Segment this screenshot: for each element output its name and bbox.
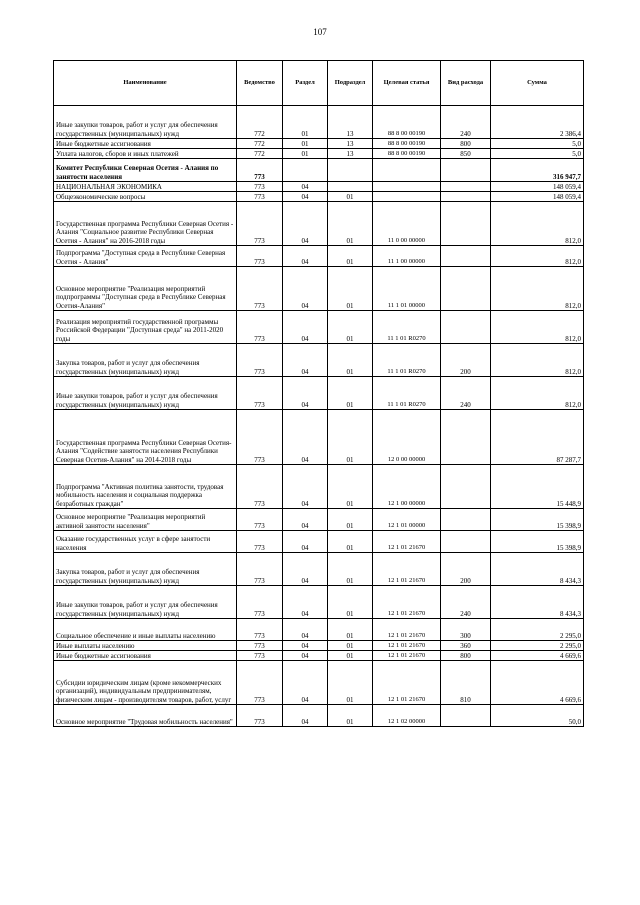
row-article-cell: 11 1 01 R0270 xyxy=(373,344,441,377)
row-sum-cell: 2 295,0 xyxy=(491,641,584,651)
row-expense-type-cell xyxy=(441,159,491,182)
row-department-cell: 773 xyxy=(237,267,283,311)
row-section-cell xyxy=(283,159,328,182)
row-article-cell: 88 8 00 00190 xyxy=(373,139,441,149)
row-section-cell: 04 xyxy=(283,531,328,553)
row-sum-cell: 5,0 xyxy=(491,139,584,149)
row-sum-cell: 15 448,9 xyxy=(491,465,584,509)
row-expense-type-cell: 240 xyxy=(441,106,491,139)
row-section-cell: 04 xyxy=(283,553,328,586)
row-expense-type-cell: 800 xyxy=(441,139,491,149)
row-section-cell: 04 xyxy=(283,192,328,202)
row-article-cell: 11 0 00 00000 xyxy=(373,202,441,246)
row-article-cell: 11 1 01 00000 xyxy=(373,267,441,311)
row-article-cell: 11 1 01 R0270 xyxy=(373,311,441,344)
row-subsection-cell: 01 xyxy=(328,344,373,377)
row-expense-type-cell: 800 xyxy=(441,651,491,661)
table-row xyxy=(54,586,584,619)
table-row xyxy=(54,410,584,465)
row-sum-cell: 2 295,0 xyxy=(491,619,584,641)
row-expense-type-cell: 300 xyxy=(441,619,491,641)
table-row xyxy=(54,553,584,586)
row-sum-cell: 812,0 xyxy=(491,377,584,410)
row-name-cell: Иные бюджетные ассигнования xyxy=(54,139,237,149)
row-department-cell: 773 xyxy=(237,586,283,619)
row-expense-type-cell xyxy=(441,311,491,344)
row-name-cell: Основное мероприятие "Реализация мероприятий подпрограммы "Доступная среда в Республике Северная Осетия-Алания" xyxy=(54,267,237,311)
table-row xyxy=(54,705,584,727)
row-name-cell: Государственная программа Республики Северная Осетия-Алания "Содействие занятости населения Республики Северная Осетия-Алания" на 2014-2018 годы xyxy=(54,410,237,465)
row-subsection-cell xyxy=(328,182,373,192)
row-department-cell: 773 xyxy=(237,465,283,509)
table-row xyxy=(54,246,584,267)
row-sum-cell: 812,0 xyxy=(491,267,584,311)
row-sum-cell: 4 669,6 xyxy=(491,661,584,705)
row-sum-cell: 148 059,4 xyxy=(491,182,584,192)
row-expense-type-cell xyxy=(441,267,491,311)
row-expense-type-cell xyxy=(441,465,491,509)
row-sum-cell: 148 059,4 xyxy=(491,192,584,202)
row-subsection-cell: 01 xyxy=(328,509,373,531)
row-section-cell: 04 xyxy=(283,202,328,246)
row-sum-cell: 812,0 xyxy=(491,202,584,246)
row-name-cell: Закупка товаров, работ и услуг для обеспечения государственных (муниципальных) нужд xyxy=(54,344,237,377)
row-article-cell: 12 1 01 21670 xyxy=(373,531,441,553)
row-department-cell: 773 xyxy=(237,553,283,586)
row-section-cell: 01 xyxy=(283,139,328,149)
row-department-cell: 773 xyxy=(237,531,283,553)
row-department-cell: 773 xyxy=(237,344,283,377)
row-subsection-cell: 01 xyxy=(328,202,373,246)
row-name-cell: Государственная программа Республики Северная Осетия - Алания "Социальное развитие Республики Северная Осетия - Алания" на 2016-2018 годы xyxy=(54,202,237,246)
table-row xyxy=(54,149,584,159)
row-department-cell: 772 xyxy=(237,149,283,159)
row-subsection-cell: 01 xyxy=(328,661,373,705)
row-expense-type-cell xyxy=(441,509,491,531)
row-section-cell: 01 xyxy=(283,149,328,159)
row-subsection-cell: 01 xyxy=(328,267,373,311)
header-name: Наименование xyxy=(54,61,237,106)
header-department: Ведомство xyxy=(237,61,283,106)
row-expense-type-cell: 240 xyxy=(441,377,491,410)
table-header-row xyxy=(54,61,584,106)
row-name-cell: Социальное обеспечение и иные выплаты населению xyxy=(54,619,237,641)
table-row xyxy=(54,311,584,344)
row-name-cell: НАЦИОНАЛЬНАЯ ЭКОНОМИКА xyxy=(54,182,237,192)
row-article-cell xyxy=(373,159,441,182)
row-department-cell: 773 xyxy=(237,311,283,344)
row-name-cell: Иные выплаты населению xyxy=(54,641,237,651)
table-row xyxy=(54,202,584,246)
header-expense-type: Вид расхода xyxy=(441,61,491,106)
header-section: Раздел xyxy=(283,61,328,106)
table-row xyxy=(54,192,584,202)
row-subsection-cell: 01 xyxy=(328,410,373,465)
row-subsection-cell: 13 xyxy=(328,149,373,159)
row-department-cell: 773 xyxy=(237,202,283,246)
row-subsection-cell: 01 xyxy=(328,641,373,651)
row-department-cell: 773 xyxy=(237,509,283,531)
row-sum-cell: 4 669,6 xyxy=(491,651,584,661)
table-row xyxy=(54,509,584,531)
row-department-cell: 773 xyxy=(237,246,283,267)
row-name-cell: Подпрограмма "Активная политика занятости, трудовая мобильность населения и социальная поддержка безработных граждан" xyxy=(54,465,237,509)
row-department-cell: 773 xyxy=(237,641,283,651)
row-expense-type-cell: 200 xyxy=(441,344,491,377)
row-section-cell: 04 xyxy=(283,377,328,410)
row-subsection-cell: 01 xyxy=(328,586,373,619)
row-subsection-cell: 13 xyxy=(328,139,373,149)
row-name-cell: Основное мероприятие "Трудовая мобильность населения" xyxy=(54,705,237,727)
row-sum-cell: 8 434,3 xyxy=(491,553,584,586)
row-sum-cell: 50,0 xyxy=(491,705,584,727)
row-article-cell: 12 1 01 21670 xyxy=(373,619,441,641)
row-article-cell: 12 1 01 21670 xyxy=(373,641,441,651)
row-department-cell: 773 xyxy=(237,377,283,410)
row-subsection-cell: 01 xyxy=(328,465,373,509)
row-department-cell: 773 xyxy=(237,182,283,192)
row-sum-cell: 2 386,4 xyxy=(491,106,584,139)
table-row xyxy=(54,619,584,641)
row-section-cell: 04 xyxy=(283,509,328,531)
table-row xyxy=(54,661,584,705)
header-subsection: Подраздел xyxy=(328,61,373,106)
row-subsection-cell: 01 xyxy=(328,553,373,586)
page-number: 107 xyxy=(313,27,327,37)
row-subsection-cell: 01 xyxy=(328,311,373,344)
row-expense-type-cell xyxy=(441,410,491,465)
table-row xyxy=(54,465,584,509)
row-name-cell: Комитет Республики Северная Осетия - Алания по занятости населения xyxy=(54,159,237,182)
row-section-cell: 04 xyxy=(283,641,328,651)
row-section-cell: 04 xyxy=(283,705,328,727)
row-name-cell: Уплата налогов, сборов и иных платежей xyxy=(54,149,237,159)
row-expense-type-cell: 200 xyxy=(441,553,491,586)
row-name-cell: Основное мероприятие "Реализация мероприятий активной занятости населения" xyxy=(54,509,237,531)
table-row xyxy=(54,106,584,139)
row-expense-type-cell xyxy=(441,202,491,246)
row-article-cell xyxy=(373,182,441,192)
row-sum-cell: 15 398,9 xyxy=(491,531,584,553)
row-section-cell: 04 xyxy=(283,267,328,311)
row-name-cell: Закупка товаров, работ и услуг для обеспечения государственных (муниципальных) нужд xyxy=(54,553,237,586)
table-row xyxy=(54,182,584,192)
row-subsection-cell: 01 xyxy=(328,531,373,553)
row-expense-type-cell: 240 xyxy=(441,586,491,619)
row-sum-cell: 8 434,3 xyxy=(491,586,584,619)
table-row xyxy=(54,139,584,149)
row-name-cell: Иные бюджетные ассигнования xyxy=(54,651,237,661)
row-article-cell: 88 8 00 00190 xyxy=(373,106,441,139)
row-subsection-cell: 13 xyxy=(328,106,373,139)
row-subsection-cell: 01 xyxy=(328,246,373,267)
row-sum-cell: 15 398,9 xyxy=(491,509,584,531)
row-name-cell: Реализация мероприятий государственной программы Российской Федерации "Доступная среда" на 2011-2020 годы xyxy=(54,311,237,344)
row-article-cell xyxy=(373,192,441,202)
table-row xyxy=(54,641,584,651)
table-row xyxy=(54,344,584,377)
row-expense-type-cell xyxy=(441,246,491,267)
header-sum: Сумма xyxy=(491,61,584,106)
row-department-cell: 773 xyxy=(237,192,283,202)
table-row xyxy=(54,531,584,553)
row-department-cell: 773 xyxy=(237,651,283,661)
row-section-cell: 04 xyxy=(283,344,328,377)
table-row xyxy=(54,159,584,182)
row-section-cell: 04 xyxy=(283,661,328,705)
row-subsection-cell: 01 xyxy=(328,192,373,202)
row-sum-cell: 812,0 xyxy=(491,344,584,377)
row-article-cell: 88 8 00 00190 xyxy=(373,149,441,159)
row-article-cell: 12 1 01 00000 xyxy=(373,509,441,531)
row-department-cell: 773 xyxy=(237,159,283,182)
row-sum-cell: 812,0 xyxy=(491,311,584,344)
row-expense-type-cell xyxy=(441,705,491,727)
row-section-cell: 01 xyxy=(283,106,328,139)
row-department-cell: 772 xyxy=(237,139,283,149)
row-article-cell: 11 1 00 00000 xyxy=(373,246,441,267)
row-article-cell: 12 1 01 21670 xyxy=(373,586,441,619)
row-article-cell: 11 1 01 R0270 xyxy=(373,377,441,410)
row-section-cell: 04 xyxy=(283,182,328,192)
row-article-cell: 12 1 01 21670 xyxy=(373,651,441,661)
row-expense-type-cell: 810 xyxy=(441,661,491,705)
row-article-cell: 12 0 00 00000 xyxy=(373,410,441,465)
row-name-cell: Иные закупки товаров, работ и услуг для обеспечения государственных (муниципальных) нужд xyxy=(54,377,237,410)
row-expense-type-cell xyxy=(441,531,491,553)
row-department-cell: 773 xyxy=(237,661,283,705)
row-expense-type-cell xyxy=(441,192,491,202)
row-department-cell: 773 xyxy=(237,705,283,727)
row-article-cell: 12 1 02 00000 xyxy=(373,705,441,727)
row-name-cell: Субсидии юридическим лицам (кроме некоммерческих организаций), индивидуальным предпринимателям, физическим лицам - производителям товаров, работ, услуг xyxy=(54,661,237,705)
row-name-cell: Общеэкономические вопросы xyxy=(54,192,237,202)
row-department-cell: 773 xyxy=(237,410,283,465)
table-row xyxy=(54,267,584,311)
row-name-cell: Оказание государственных услуг в сфере занятости населения xyxy=(54,531,237,553)
row-section-cell: 04 xyxy=(283,246,328,267)
row-section-cell: 04 xyxy=(283,619,328,641)
table-row xyxy=(54,377,584,410)
row-section-cell: 04 xyxy=(283,651,328,661)
row-article-cell: 12 1 01 21670 xyxy=(373,661,441,705)
row-name-cell: Иные закупки товаров, работ и услуг для обеспечения государственных (муниципальных) нужд xyxy=(54,586,237,619)
row-name-cell: Иные закупки товаров, работ и услуг для обеспечения государственных (муниципальных) нужд xyxy=(54,106,237,139)
budget-table xyxy=(53,60,584,727)
row-subsection-cell: 01 xyxy=(328,705,373,727)
row-subsection-cell xyxy=(328,159,373,182)
row-department-cell: 773 xyxy=(237,619,283,641)
row-subsection-cell: 01 xyxy=(328,651,373,661)
row-section-cell: 04 xyxy=(283,586,328,619)
row-sum-cell: 5,0 xyxy=(491,149,584,159)
row-expense-type-cell xyxy=(441,182,491,192)
row-sum-cell: 316 947,7 xyxy=(491,159,584,182)
table-body xyxy=(54,106,584,727)
row-section-cell: 04 xyxy=(283,311,328,344)
row-sum-cell: 812,0 xyxy=(491,246,584,267)
row-name-cell: Подпрограмма "Доступная среда в Республике Северная Осетия - Алания" xyxy=(54,246,237,267)
row-subsection-cell: 01 xyxy=(328,619,373,641)
row-subsection-cell: 01 xyxy=(328,377,373,410)
header-article: Целевая статья xyxy=(373,61,441,106)
row-article-cell: 12 1 00 00000 xyxy=(373,465,441,509)
row-section-cell: 04 xyxy=(283,410,328,465)
row-sum-cell: 87 287,7 xyxy=(491,410,584,465)
row-article-cell: 12 1 01 21670 xyxy=(373,553,441,586)
row-expense-type-cell: 360 xyxy=(441,641,491,651)
row-section-cell: 04 xyxy=(283,465,328,509)
row-expense-type-cell: 850 xyxy=(441,149,491,159)
table-row xyxy=(54,651,584,661)
row-department-cell: 772 xyxy=(237,106,283,139)
